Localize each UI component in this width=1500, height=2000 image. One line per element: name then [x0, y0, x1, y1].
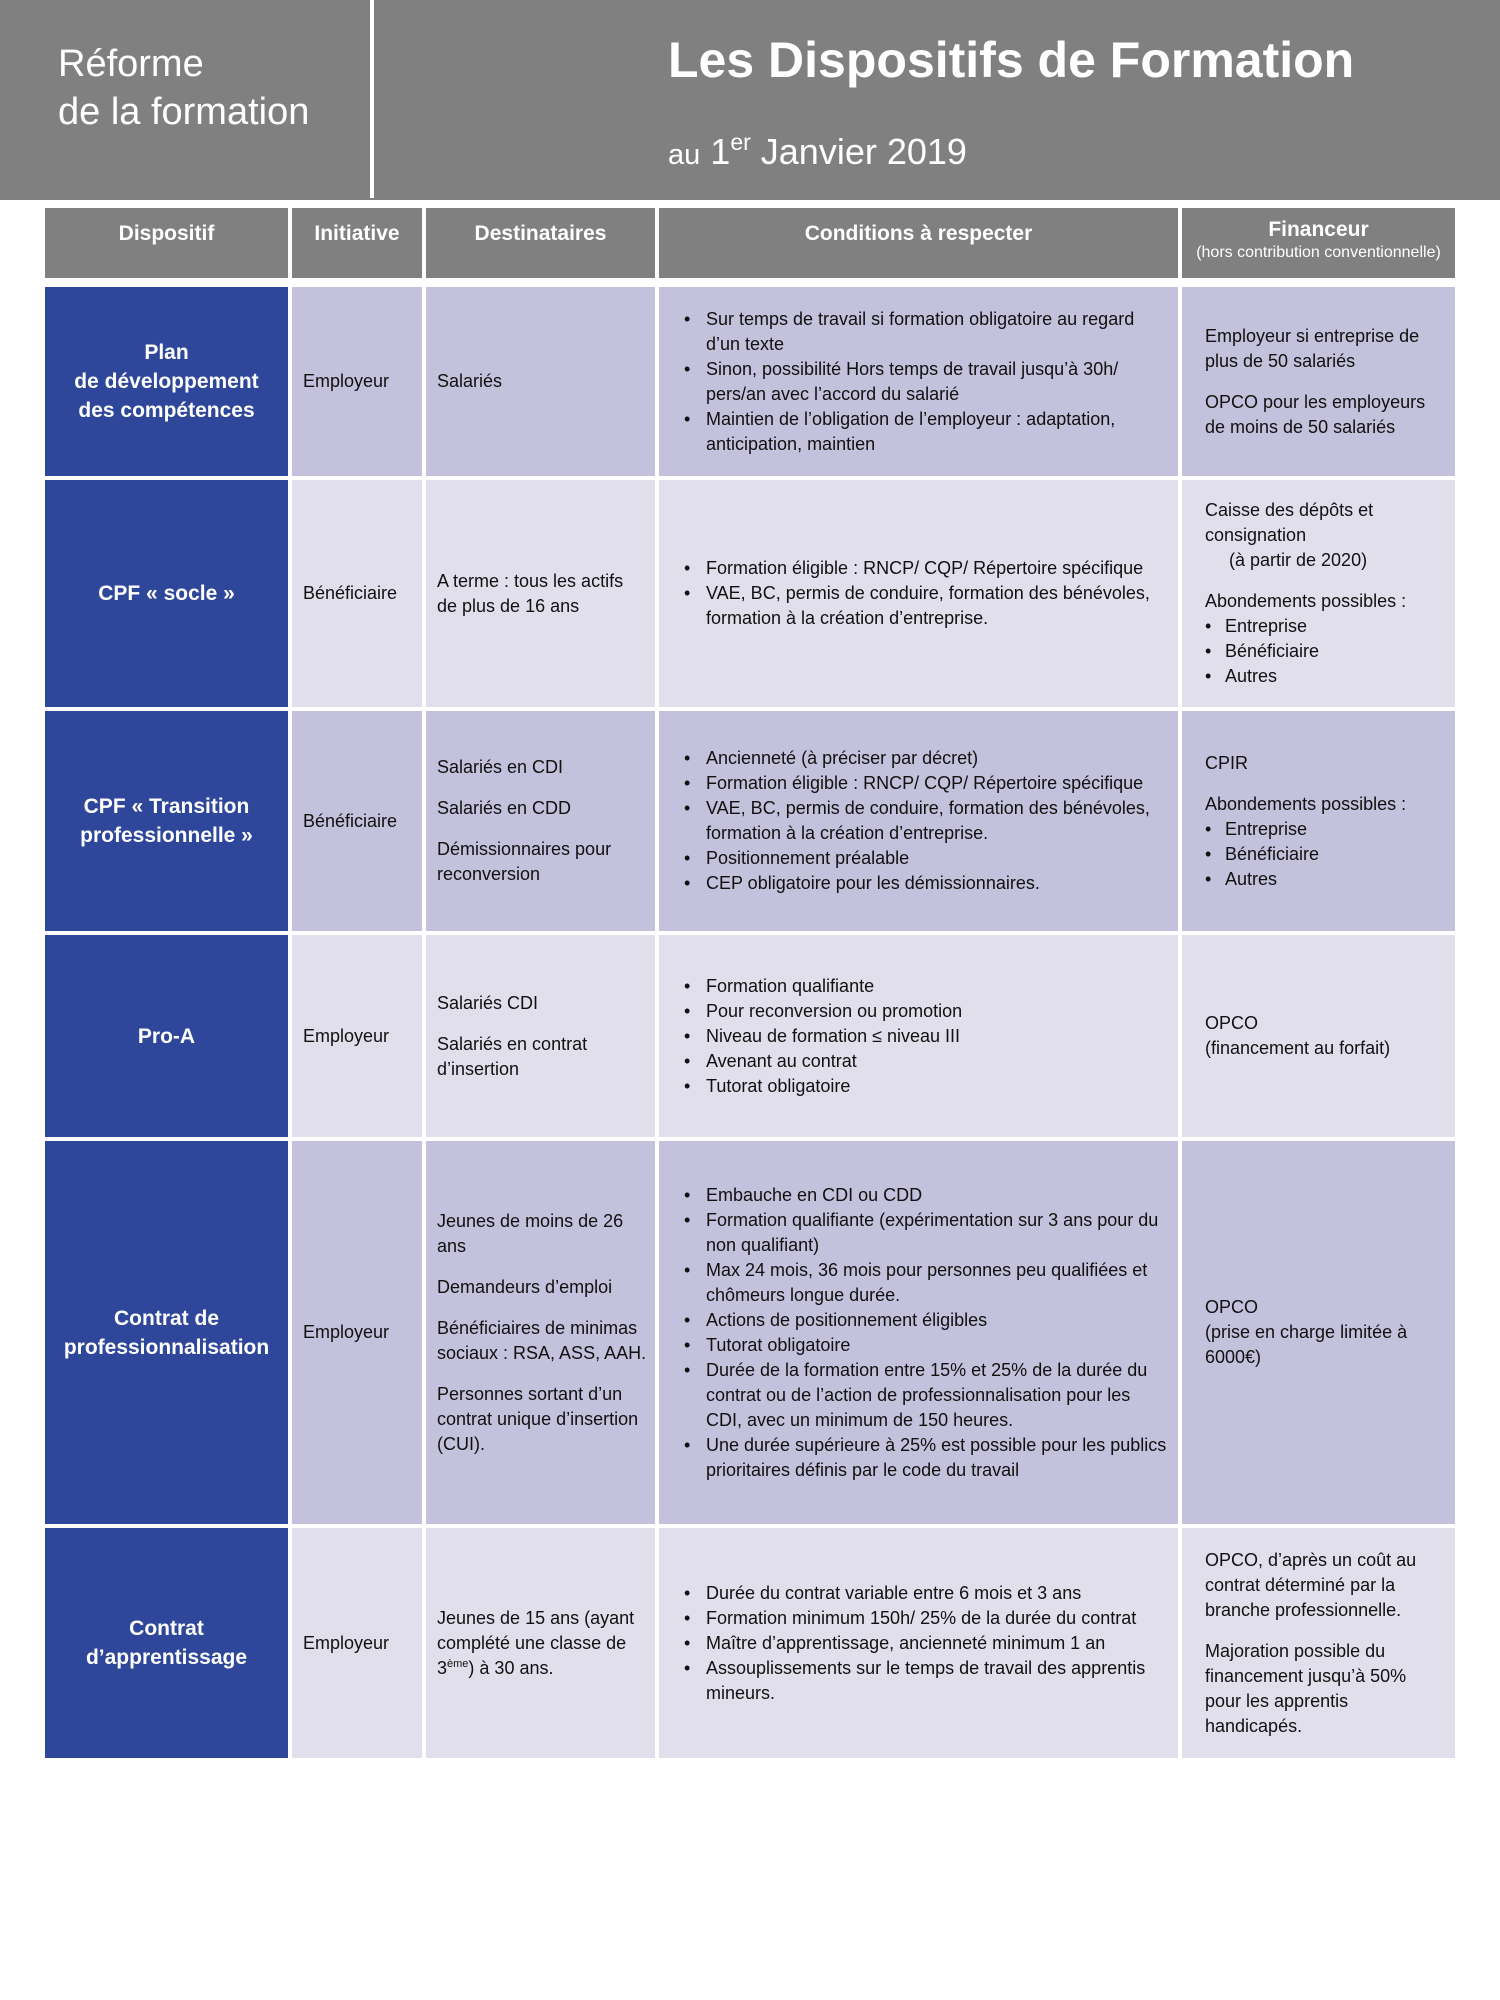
financeur-text: OPCO, d’après un coût au contrat déterminé par la branche professionnelle.	[1205, 1549, 1417, 1620]
row-destinataires	[426, 1528, 655, 1758]
condition-item: • Maintien de l’obligation de l’employeur : adaptation, anticipation, maintien	[706, 407, 1168, 457]
financeur-list-item: • Autres	[1225, 867, 1445, 892]
row-destinataires	[426, 287, 655, 476]
destinataire-item: Salariés en contrat d’insertion	[437, 1033, 588, 1079]
column-header-label: Conditions à respecter	[804, 222, 1033, 245]
condition-item: • Durée de la formation entre 15% et 25% de la durée du contrat ou de l’action de professionnalisation pour les CDI, avec un minimum de 150 heures.	[706, 1358, 1168, 1433]
date-prefix: au	[668, 139, 701, 171]
conditions-list	[684, 1581, 1168, 1706]
financeur-list-item: • Autres	[1225, 664, 1445, 689]
destinataire-item	[437, 1606, 647, 1681]
condition-item: • Tutorat obligatoire	[706, 1074, 1168, 1099]
conditions-list	[684, 307, 1168, 457]
document-title: Les Dispositifs de Formation	[668, 32, 1355, 88]
condition-item: • Assouplissements sur le temps de travail des apprentis mineurs.	[706, 1656, 1168, 1706]
financeur-text: (financement au forfait)	[1205, 1038, 1391, 1058]
financeur-text: Majoration possible du financement jusqu’à 50% pour les apprentis handicapés.	[1205, 1640, 1407, 1736]
condition-item: • VAE, BC, permis de conduire, formation des bénévoles, formation à la création d’entreprise.	[706, 796, 1168, 846]
date-day: 1	[710, 131, 731, 172]
column-header-sublabel: (hors contribution conventionnelle)	[1196, 244, 1441, 261]
condition-item: • Niveau de formation ≤ niveau III	[706, 1024, 1168, 1049]
column-header-destinataires	[426, 208, 655, 278]
row-dispositif-plan	[45, 287, 288, 476]
condition-item: • VAE, BC, permis de conduire, formation des bénévoles, formation à la création d’entreprise.	[706, 581, 1168, 631]
condition-item: • Embauche en CDI ou CDD	[706, 1183, 1168, 1208]
row-destinataires	[426, 711, 655, 931]
dispositif-line: professionnalisation	[63, 1335, 270, 1359]
dispositif-line: Contrat	[129, 1617, 204, 1640]
financeur-text: (à partir de 2020)	[1229, 550, 1368, 570]
column-header-initiative	[292, 208, 422, 278]
dispositif-line: CPF « socle »	[98, 582, 235, 605]
financeur-list	[1205, 614, 1445, 689]
row-conditions	[659, 287, 1178, 476]
condition-item: • Une durée supérieure à 25% est possible pour les publics prioritaires définis par le code du travail	[706, 1433, 1168, 1483]
condition-item: • Positionnement préalable	[706, 846, 1168, 871]
initiative-text: Employeur	[303, 371, 390, 391]
financeur-text: Employeur si entreprise de plus de 50 salariés	[1205, 325, 1420, 371]
condition-item: • Durée du contrat variable entre 6 mois et 3 ans	[706, 1581, 1168, 1606]
condition-item: • Actions de positionnement éligibles	[706, 1308, 1168, 1333]
dispositif-line: CPF « Transition	[83, 795, 250, 818]
condition-item: • Sur temps de travail si formation obligatoire au regard d’un texte	[706, 307, 1168, 357]
column-header-label: Dispositif	[118, 222, 215, 245]
dispositif-line: Pro-A	[137, 1024, 196, 1048]
financeur-text: CPIR	[1205, 752, 1249, 773]
condition-item: • Formation éligible : RNCP/ CQP/ Répertoire spécifique	[706, 771, 1168, 796]
condition-item: • Formation qualifiante	[706, 974, 1168, 999]
dispositif-line: Plan	[144, 341, 189, 364]
row-financeur	[1182, 1141, 1455, 1524]
dispositif-line: d’apprentissage	[85, 1646, 248, 1669]
dispositif-line: professionnelle »	[80, 824, 253, 847]
destinataire-sup: ème	[447, 1657, 469, 1670]
financeur-text: (prise en charge limitée à 6000€)	[1205, 1322, 1408, 1367]
financeur-list-item: • Entreprise	[1225, 817, 1445, 842]
financeur-text: OPCO	[1205, 1013, 1259, 1033]
destinataire-item: Salariés en CDI	[437, 757, 564, 777]
row-dispositif-contrat-apprentissage	[45, 1528, 288, 1758]
brand-title	[58, 40, 309, 136]
brand-line-1: Réforme	[58, 43, 204, 85]
condition-item: • Sinon, possibilité Hors temps de travail jusqu’à 30h/ pers/an avec l’accord du salarié	[706, 357, 1168, 407]
row-destinataires	[426, 935, 655, 1137]
column-header-label: Financeur	[1268, 218, 1369, 241]
date-rest: Janvier 2019	[760, 131, 967, 172]
column-header-label: Destinataires	[474, 222, 607, 245]
row-financeur	[1182, 480, 1455, 707]
destinataire-item: Démissionnaires pour reconversion	[437, 839, 612, 884]
header-divider	[370, 0, 374, 198]
condition-item: • CEP obligatoire pour les démissionnaires.	[706, 871, 1168, 896]
destinataire-item: Jeunes de moins de 26 ans	[437, 1210, 624, 1256]
condition-item: • Pour reconversion ou promotion	[706, 999, 1168, 1024]
financeur-text: Caisse des dépôts et consignation	[1205, 500, 1374, 545]
destinataire-item: Bénéficiaires de minimas sociaux : RSA, ASS, AAH.	[437, 1317, 647, 1363]
document-date	[668, 130, 967, 177]
destinataire-item: Personnes sortant d’un contrat unique d’insertion (CUI).	[437, 1383, 639, 1454]
condition-item: • Formation éligible : RNCP/ CQP/ Répertoire spécifique	[706, 556, 1168, 581]
row-financeur	[1182, 287, 1455, 476]
column-header-label: Initiative	[314, 222, 400, 245]
destinataire-item: Salariés CDI	[437, 992, 539, 1013]
row-initiative	[292, 480, 422, 707]
row-conditions	[659, 1141, 1178, 1524]
conditions-list	[684, 974, 1168, 1099]
initiative-text: Employeur	[303, 1322, 390, 1342]
initiative-text: Employeur	[303, 1025, 390, 1046]
financeur-list-item: • Entreprise	[1225, 614, 1445, 639]
row-financeur	[1182, 711, 1455, 931]
destinataire-text: Jeunes de 15 ans (ayant complété une classe de 3	[437, 1607, 635, 1678]
row-financeur	[1182, 935, 1455, 1137]
financeur-text: OPCO	[1205, 1297, 1259, 1317]
dispositif-line: des compétences	[78, 399, 255, 422]
date-sup: er	[730, 129, 751, 155]
condition-item: • Avenant au contrat	[706, 1049, 1168, 1074]
row-financeur	[1182, 1528, 1455, 1758]
row-dispositif-cpf-socle	[45, 480, 288, 707]
column-header-financeur	[1182, 208, 1455, 278]
condition-item: • Ancienneté (à préciser par décret)	[706, 746, 1168, 771]
initiative-text: Bénéficiaire	[303, 810, 398, 831]
row-conditions	[659, 711, 1178, 931]
destinataire-text: ) à 30 ans.	[468, 1657, 554, 1678]
row-initiative	[292, 935, 422, 1137]
conditions-list	[684, 1183, 1168, 1483]
page-header	[0, 0, 1500, 200]
condition-item: • Max 24 mois, 36 mois pour personnes peu qualifiées et chômeurs longue durée.	[706, 1258, 1168, 1308]
column-header-dispositif	[45, 208, 288, 278]
financeur-text: Abondements possibles :	[1205, 793, 1407, 814]
destinataire-item: Salariés en CDD	[437, 798, 572, 818]
initiative-text: Bénéficiaire	[303, 583, 398, 603]
destinataire-item: Demandeurs d’emploi	[437, 1276, 613, 1297]
column-header-conditions	[659, 208, 1178, 278]
conditions-list	[684, 556, 1168, 631]
financeur-list-item: • Bénéficiaire	[1225, 842, 1445, 867]
conditions-list	[684, 746, 1168, 896]
row-conditions	[659, 480, 1178, 707]
row-dispositif-contrat-pro	[45, 1141, 288, 1524]
condition-item: • Maître d’apprentissage, ancienneté minimum 1 an	[706, 1631, 1168, 1656]
dispositif-line: de développement	[74, 370, 259, 393]
financeur-list	[1205, 817, 1445, 892]
condition-item: • Tutorat obligatoire	[706, 1333, 1168, 1358]
condition-item: • Formation minimum 150h/ 25% de la durée du contrat	[706, 1606, 1168, 1631]
row-conditions	[659, 1528, 1178, 1758]
row-initiative	[292, 1141, 422, 1524]
row-conditions	[659, 935, 1178, 1137]
row-destinataires	[426, 1141, 655, 1524]
row-dispositif-pro-a	[45, 935, 288, 1137]
row-initiative	[292, 287, 422, 476]
row-initiative	[292, 711, 422, 931]
financeur-list-item: • Bénéficiaire	[1225, 639, 1445, 664]
row-dispositif-cpf-transition	[45, 711, 288, 931]
dispositif-line: Contrat de	[114, 1306, 219, 1330]
row-destinataires	[426, 480, 655, 707]
row-initiative	[292, 1528, 422, 1758]
destinataire-item: Salariés	[437, 371, 503, 391]
condition-item: • Formation qualifiante (expérimentation sur 3 ans pour du non qualifiant)	[706, 1208, 1168, 1258]
financeur-text: OPCO pour les employeurs de moins de 50 salariés	[1205, 391, 1426, 437]
destinataire-item: A terme : tous les actifs de plus de 16 ans	[437, 570, 624, 616]
initiative-text: Employeur	[303, 1632, 390, 1653]
brand-line-2: de la formation	[58, 91, 310, 133]
financeur-text: Abondements possibles :	[1205, 591, 1407, 611]
